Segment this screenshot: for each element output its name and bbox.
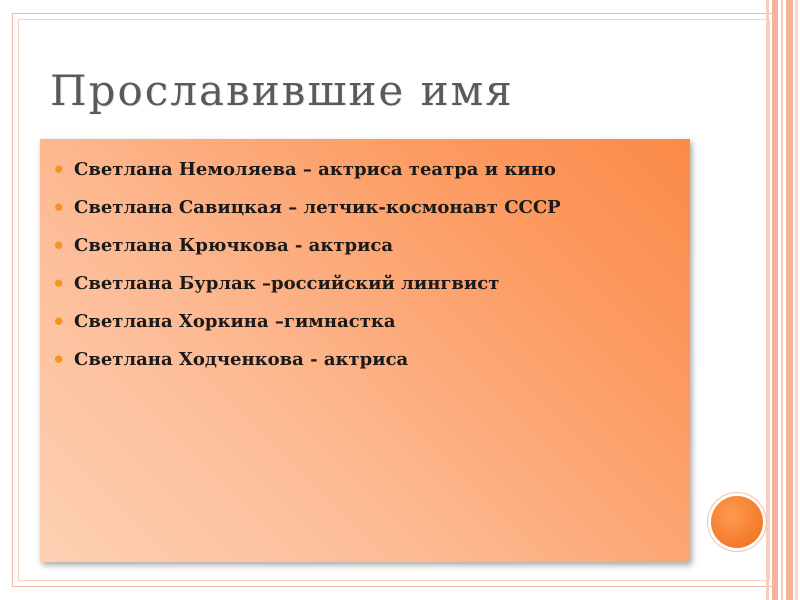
circle-bullet-icon: ⚫: [52, 312, 66, 331]
circle-bullet-icon: ⚫: [52, 350, 66, 369]
list-item-text: Светлана Савицкая – летчик-космонавт СССР: [74, 197, 561, 218]
list-item-text: Светлана Крючкова - актриса: [74, 235, 394, 256]
list-item: [52, 151, 676, 189]
list-item-text: Светлана Бурлак –российский лингвист: [74, 273, 500, 294]
stripe: [781, 0, 783, 600]
right-edge-stripes: [764, 0, 800, 600]
list-item-text: Светлана Ходченкова - актриса: [74, 349, 409, 370]
circle-bullet-icon: ⚫: [52, 160, 66, 179]
list-item-text: Светлана Немоляева – актриса театра и кино: [74, 159, 556, 180]
bullet-list: [52, 151, 676, 379]
slide-title: Прославившие имя: [50, 66, 514, 115]
list-item: [52, 303, 676, 341]
circle-bullet-icon: ⚫: [52, 236, 66, 255]
list-item: [52, 227, 676, 265]
circle-bullet-icon: ⚫: [52, 274, 66, 293]
orange-circle-icon: [711, 496, 763, 548]
stripe: [795, 0, 798, 600]
list-item: [52, 341, 676, 379]
circle-bullet-icon: ⚫: [52, 198, 66, 217]
list-item: [52, 265, 676, 303]
content-box: [40, 139, 690, 562]
stripe: [772, 0, 778, 600]
list-item: [52, 189, 676, 227]
stripe: [786, 0, 793, 600]
stripe: [766, 0, 769, 600]
list-item-text: Светлана Хоркина –гимнастка: [74, 311, 396, 332]
